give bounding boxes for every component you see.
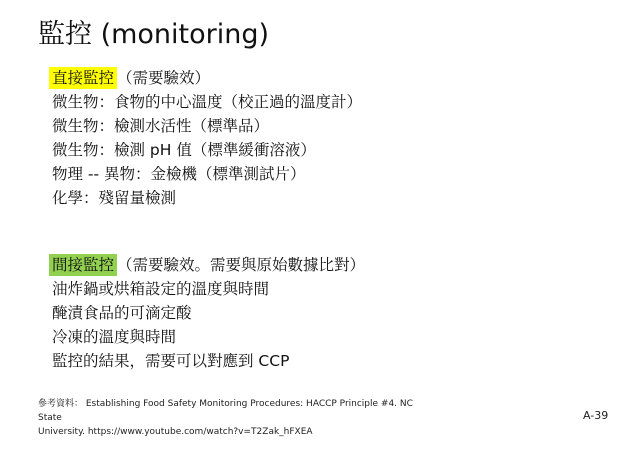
indirect-monitoring-heading-line	[52, 253, 365, 277]
reference-line-1: 參考資料： Establishing Food Safety Monitoring Procedures: HACCP Principle #4. NC State	[38, 399, 413, 423]
list-item: 醃漬食品的可滴定酸	[52, 304, 192, 322]
list-item: 化學：殘留量檢測	[52, 189, 177, 207]
slide-title: 監控 (monitoring)	[38, 19, 270, 50]
list-item: 物理 -- 異物：金檢機（標準測試片）	[52, 165, 306, 183]
indirect-monitoring-heading: 間接監控	[49, 254, 117, 276]
direct-monitoring-section	[52, 66, 362, 210]
reference-line-2: University. https://www.youtube.com/watch?v=T2Zak_hFXEA	[38, 427, 313, 437]
list-item: 微生物：檢測水活性（標準品）	[52, 117, 270, 135]
list-item: 監控的結果，需要可以對應到 CCP	[52, 352, 290, 370]
indirect-monitoring-section	[52, 253, 365, 373]
indirect-monitoring-note: （需要驗效。需要與原始數據比對）	[117, 256, 366, 274]
page-number: A-39	[583, 409, 609, 422]
list-item: 微生物：食物的中心溫度（校正過的溫度計）	[52, 93, 363, 111]
list-item: 微生物：檢測 pH 值（標準緩衝溶液）	[52, 141, 316, 159]
list-item: 油炸鍋或烘箱設定的溫度與時間	[52, 280, 270, 298]
direct-monitoring-heading-line	[52, 66, 362, 90]
direct-monitoring-heading: 直接監控	[49, 67, 117, 89]
direct-monitoring-note: （需要驗效）	[117, 69, 211, 87]
list-item: 冷凍的溫度與時間	[52, 328, 177, 346]
reference-note	[38, 397, 438, 439]
